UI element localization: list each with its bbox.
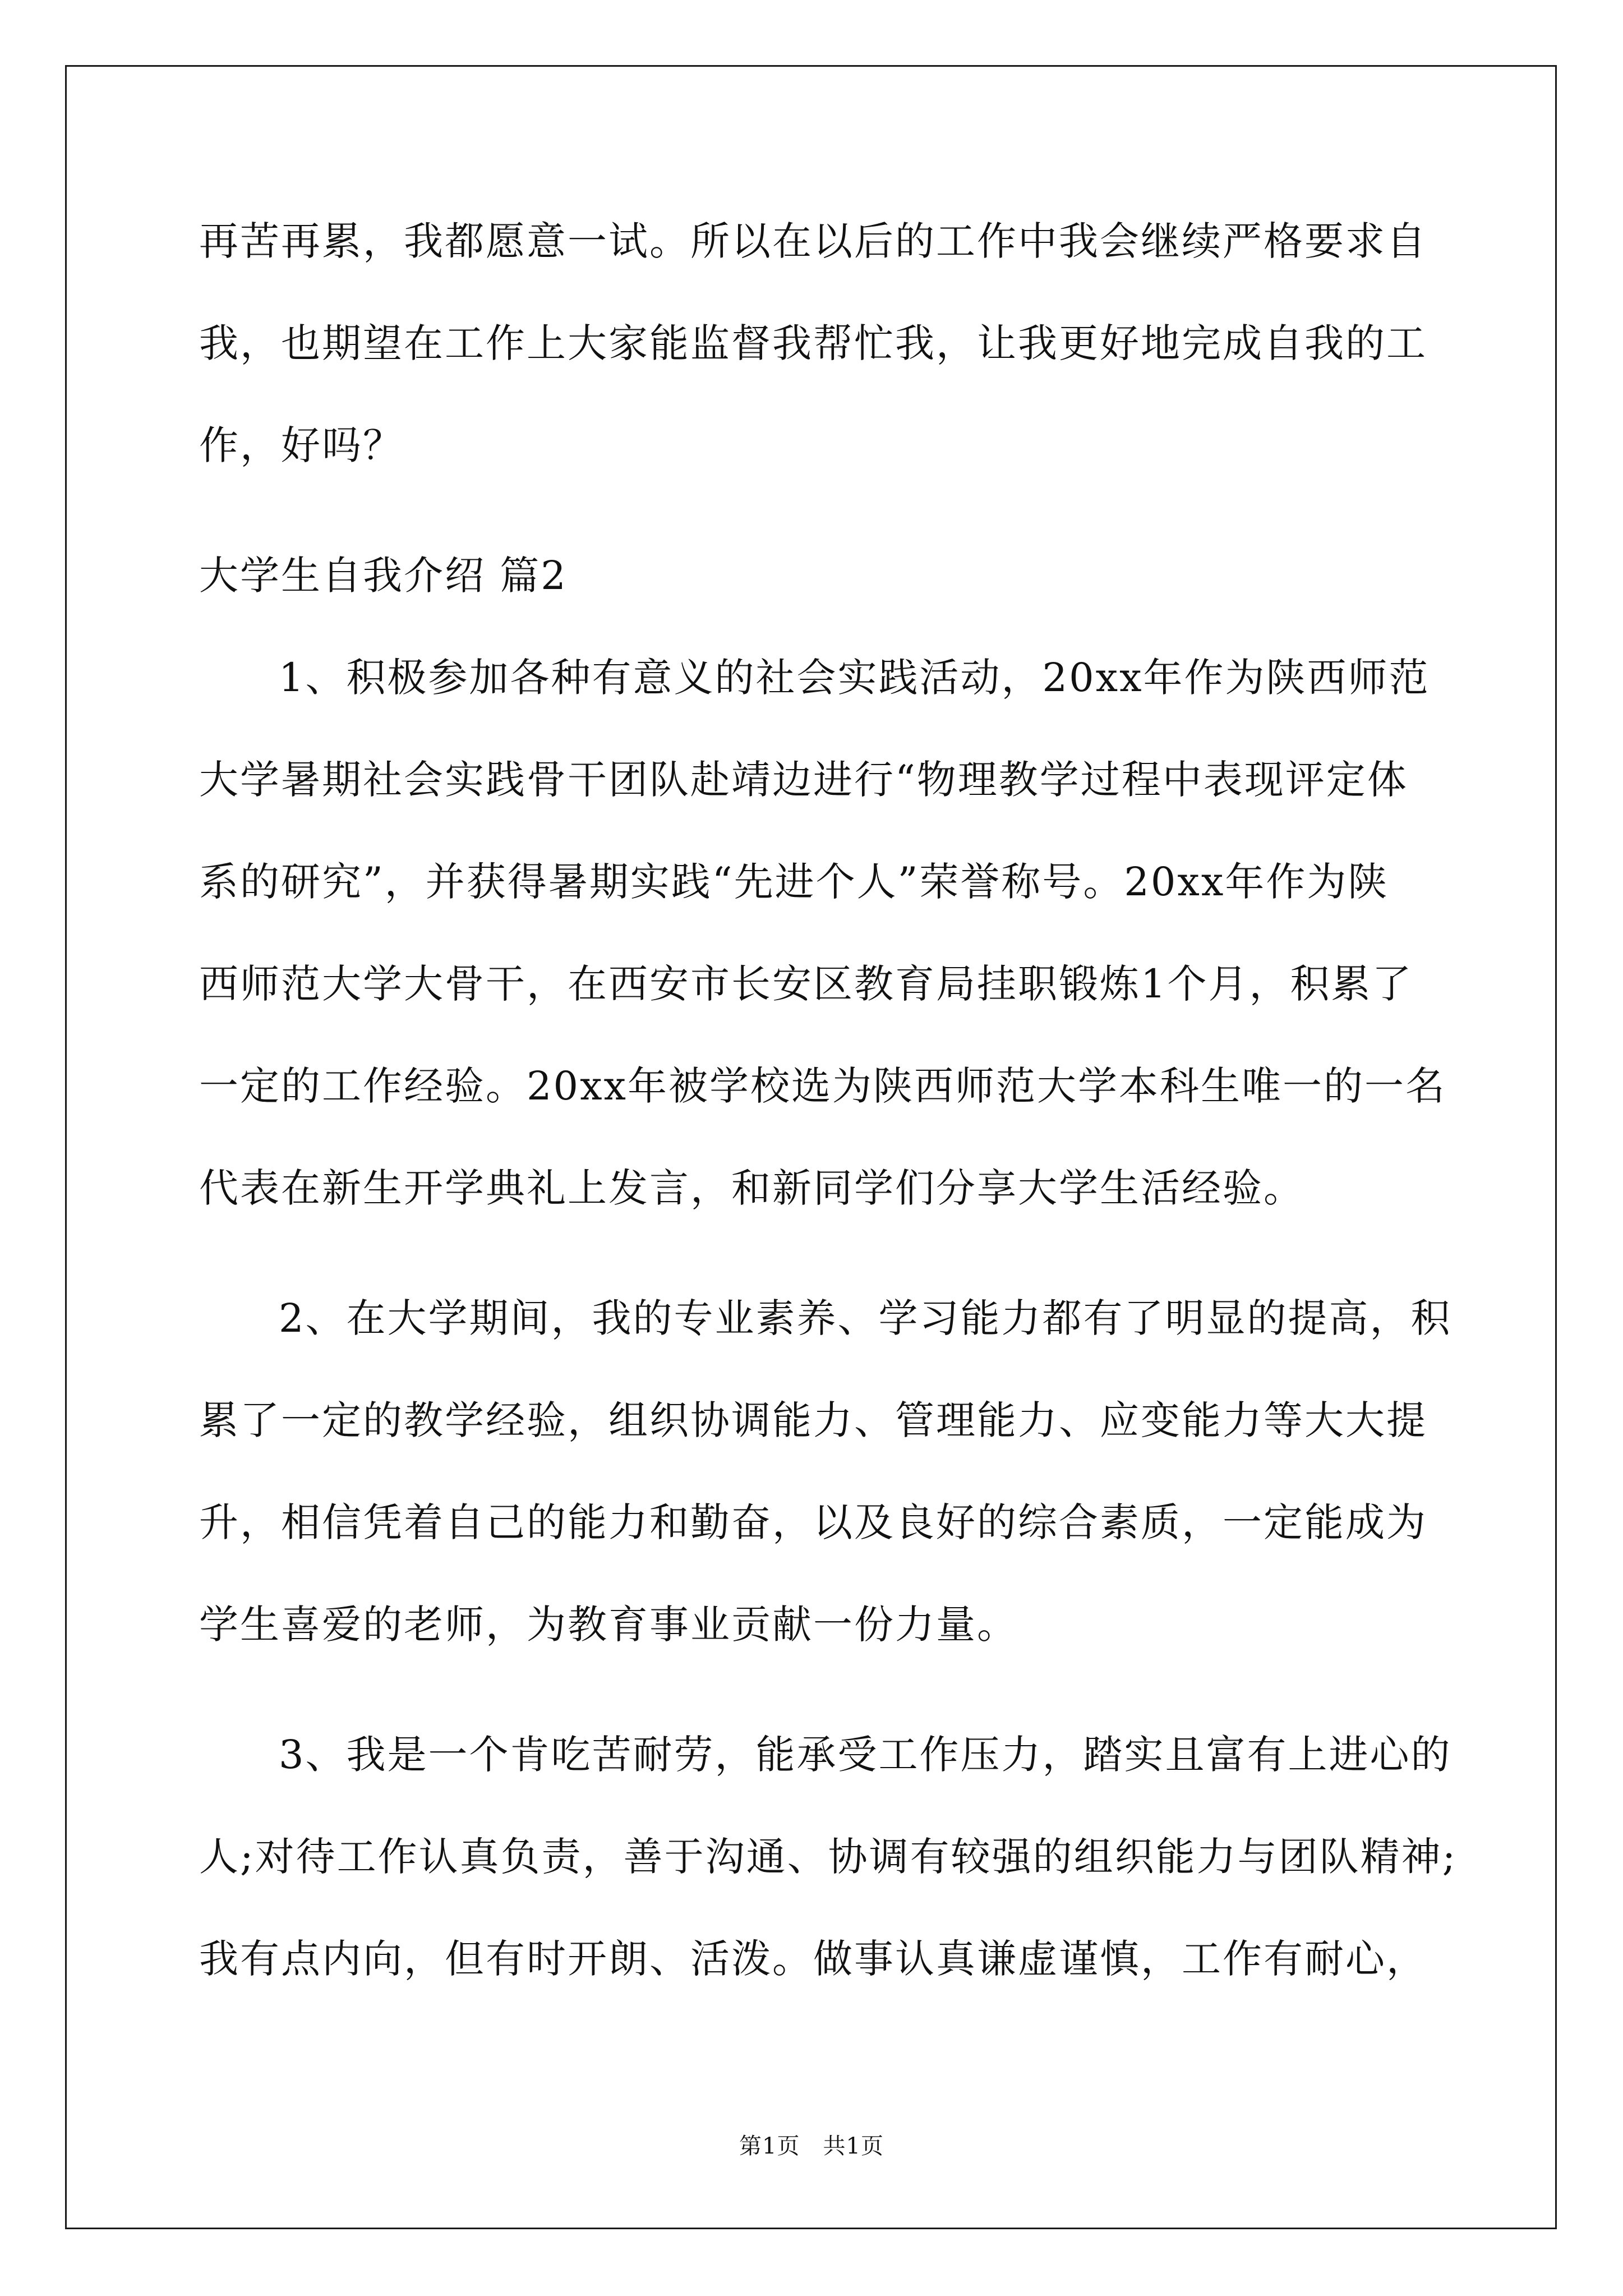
text-line: 再苦再累，我都愿意一试。所以在以后的工作中我会继续严格要求自 [199, 218, 1427, 264]
page-footer: 第1页 共1页 [739, 2133, 884, 2159]
section-heading: 大学生自我介绍 篇2 [199, 553, 568, 599]
text-line: 大学暑期社会实践骨干团队赴靖边进行“物理教学过程中表现评定体 [199, 757, 1408, 803]
text-line: 人;对待工作认真负责，善于沟通、协调有较强的组织能力与团队精神; [199, 1834, 1458, 1880]
page-border [65, 65, 1557, 2229]
text-line: 代表在新生开学典礼上发言，和新同学们分享大学生活经验。 [199, 1165, 1304, 1211]
text-line: 2、在大学期间，我的专业素养、学习能力都有了明显的提高，积 [279, 1295, 1452, 1341]
text-line: 我有点内向，但有时开朗、活泼。做事认真谦虚谨慎，工作有耐心， [199, 1936, 1427, 1982]
text-line: 3、我是一个肯吃苦耐劳，能承受工作压力，踏实且富有上进心的 [279, 1732, 1452, 1778]
text-line: 一定的工作经验。20xx年被学校选为陕西师范大学本科生唯一的一名 [199, 1063, 1447, 1109]
text-line: 作，好吗？ [199, 422, 404, 468]
text-line: 升，相信凭着自己的能力和勤奋，以及良好的综合素质，一定能成为 [199, 1499, 1427, 1545]
text-line: 学生喜爱的老师，为教育事业贡献一份力量。 [199, 1602, 1018, 1648]
text-line: 我，也期望在工作上大家能监督我帮忙我，让我更好地完成自我的工 [199, 320, 1427, 366]
text-line: 系的研究”，并获得暑期实践“先进个人”荣誉称号。20xx年作为陕 [199, 859, 1389, 905]
text-line: 累了一定的教学经验，组织协调能力、管理能力、应变能力等大大提 [199, 1397, 1427, 1443]
text-line: 1、积极参加各种有意义的社会实践活动，20xx年作为陕西师范 [279, 655, 1430, 701]
text-line: 西师范大学大骨干，在西安市长安区教育局挂职锻炼1个月，积累了 [199, 961, 1413, 1007]
